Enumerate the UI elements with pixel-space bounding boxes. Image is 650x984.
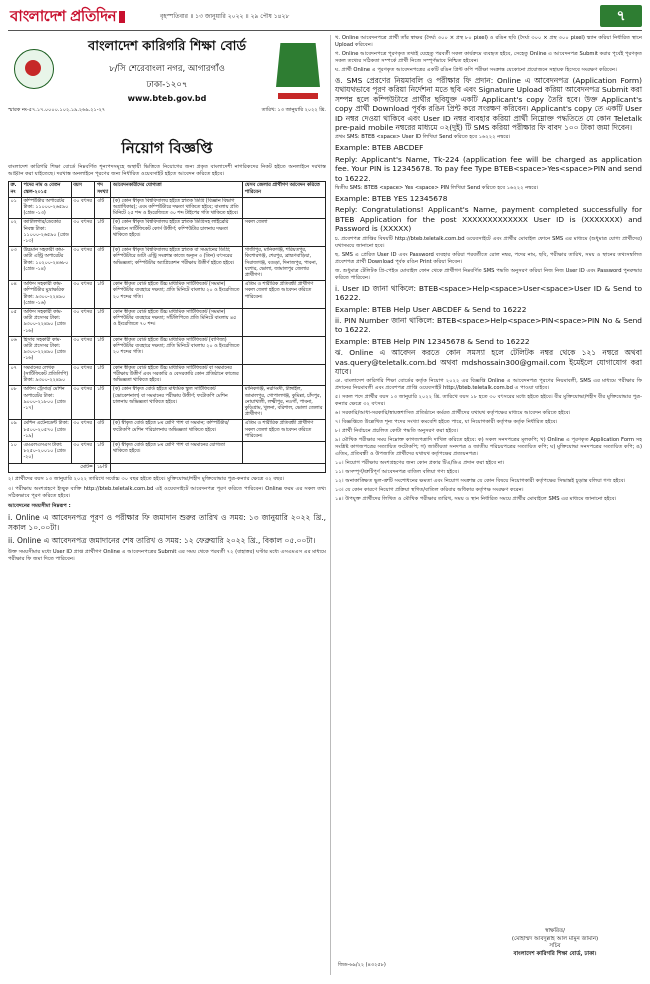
total-count: ১৮টি [95, 463, 111, 472]
notice-date: তারিখ: ১৩ জানুয়ারি ২০২২ খ্রি. [261, 107, 326, 113]
signature-label: স্বাক্ষরিত/ [545, 928, 565, 934]
condition-number: ৮। [335, 428, 341, 435]
condition-number: ১২। [335, 478, 344, 485]
condition-number: ১৩। [335, 487, 344, 494]
cell-age: ৩০ বৎসর [71, 281, 95, 309]
cell-count: ১টি [95, 336, 111, 364]
page-number: ৭ [600, 5, 642, 27]
mujib-100-logo-icon [276, 43, 320, 87]
cell-count: ৩টি [95, 247, 111, 281]
cell-qualification: (ক) স্বীকৃত বোর্ড হইতে ৮ম শ্রেণি পাশ বা সমমান; কম্পিউটার/ফটোকপি মেশিন পরিচালনায় অভিজ্ঞতা থাকিতে হইবে। [111, 420, 243, 442]
cell-age: ৩০ বৎসর [71, 247, 95, 281]
cell-districts: এতিম ও শারীরিক প্রতিবন্ধী প্রার্থীগণ সকল জেলা হইতে আবেদন করিতে পারিবেন। [243, 420, 326, 442]
cell-qualification: কোন স্বীকৃত বোর্ড হইতে উচ্চ মাধ্যমিক সার্টিফিকেট (সমমান) কম্পিউটার ব্যবহারে দক্ষতা; প্রতি মিনিটে বাংলায় ২০ ও ইংরেজিতে ২০ শব্দের গতি। [111, 281, 243, 309]
cell-serial: ০৯ [9, 420, 22, 442]
cell-districts [243, 441, 326, 463]
cell-post: ক্যাটালগার/ডেকোর নিবন্ধ টাকা: ১১০০০-২৬৫৯০ (গ্রেড -১৩) [21, 219, 71, 247]
brand-mark-icon [118, 10, 126, 24]
schedule-marker: i. [8, 512, 13, 522]
cell-post: অফিস সহকারী কাম-ডাটা প্রসেসর টাকা: ৯৩০০-২২৪৯০ (গ্রেড -১৬) [21, 309, 71, 337]
condition-item [335, 410, 642, 417]
cell-post: অফিস ট্রেসার/ মেশিন অপারেটর টাকা: ৯০০০-২১৮০০ (গ্রেড -১৭) [21, 386, 71, 420]
condition-number: ৫। [335, 394, 341, 401]
cell-age: ৩০ বৎসর [71, 309, 95, 337]
condition-text: উপযুক্ত প্রার্থীদের লিখিত ও মৌখিক পরীক্ষার তারিখ, সময় ও স্থান নির্ধারিত সময়ে প্রার্থীর মোবাইলে SMS এর মাধ্যমে জানানো হইবে। [345, 496, 617, 503]
signatory-org: বাংলাদেশ কারিগরি শিক্ষা বোর্ড, ঢাকা। [513, 950, 597, 957]
table-row [9, 364, 326, 386]
left-note-3: ৩। পরীক্ষায় অংশগ্রহণে ইচ্ছুক ব্যক্তি http://bteb.teletalk.com.bd এই ওয়েবসাইটে আবেদনপত্র পূরণ করিতে পারিবেন। Online ফরম এর সকল তথ্য সঠিকভাবে পূরণ করিতে হইবে। [8, 485, 326, 499]
col-header-serial: ক্র. নং [9, 182, 22, 197]
right-column [335, 35, 642, 505]
org-name: বাংলাদেশ কারিগরি শিক্ষা বোর্ড [87, 39, 247, 54]
cell-age: ৩০ বৎসর [71, 386, 95, 420]
cell-age: ৩০ বৎসর [71, 197, 95, 219]
condition-text: যে কোন কারণে নিয়োগ প্রক্রিয়া স্থগিত/বাতিল করিবার অধিকার কর্তৃপক্ষ সংরক্ষণ করেন। [345, 487, 524, 494]
condition-text: সকল পদে প্রার্থীর বয়স ১৩ জানুয়ারি ২০২২ খ্রি. তারিখে বয়স ১৮ হতে ৩০ বৎসরের মধ্যে হইতে হইবে। বীর মুক্তিযোদ্ধা/শহীদ বীর মুক্তিযোদ্ধার পুত্র-কন্যার ক্ষেত্রে ৩২ বৎসর। [335, 394, 642, 408]
reply-1: Reply: Applicant's Name, Tk-224 (application fee will be charged as application fee. Your PIN is 12345678. To pay fee Type BTEB<space>Yes<space>PIN and send to 16222. [335, 154, 642, 183]
table-row [9, 197, 326, 219]
condition-number: ১০। [335, 460, 344, 467]
second-sms: দ্বিতীয় SMS: BTEB <space> Yes <space> PIN লিখিয়া Send করিতে হবে ১৬২২২ নম্বরে। [335, 185, 539, 192]
newspaper-brand: বাংলাদেশ প্রতিদিন [10, 5, 126, 30]
cell-qualification: কোন স্বীকৃত বোর্ড হইতে উচ্চ মাধ্যমিক সার্টিফিকেট (সমমান) কম্পিউটার ব্যবহারে দক্ষতা; সাঁটলিপিতে প্রতি মিনিটে বাংলায় ৪৫ ও ইংরেজিতে ৭০ শব্দ। [111, 309, 243, 337]
condition-number: ১৪। [335, 496, 344, 503]
numbered-conditions [335, 394, 642, 503]
right-para-admit: চ. প্রবেশপত্র প্রাপ্তির বিষয়টি http://bteb.teletalk.com.bd ওয়েবসাইটে এবং প্রার্থীর মোবাইল ফোনে SMS এর মাধ্যমে (শুধুমাত্র যোগ্য প্রার্থীদের) যথাসময়ে জানানো হবে। [335, 235, 642, 249]
cell-post: হিসাব সহকারী কাম-ডাটা প্রসেসর টাকা: ৯৩০০-২২৪৯০ (গ্রেড -১৬) [21, 336, 71, 364]
total-label: মোট= [9, 463, 95, 472]
notice-header [8, 35, 326, 135]
cell-post: সমমানের লেখক (সার্টিফিকেট প্রতিলিপি) টাকা: ৯৩০০-২২৪৯০ [21, 364, 71, 386]
cell-count: ৩টি [95, 197, 111, 219]
org-city: ঢাকা-১২০৭ [146, 80, 188, 90]
cell-serial: ০৮ [9, 386, 22, 420]
cell-districts [243, 364, 326, 386]
right-para-ga: গ. Online আবেদনপত্রে পূরণকৃত তথ্যই যেহেতু পরবর্তী সকল কার্যক্রমে ব্যবহৃত হইবে, সেহেতু Online এ আবেদনপত্র Submit করার পূর্বেই পূরণকৃত সকল তথ্যের সঠিকতা সম্পর্কে প্রার্থী নিজে সম্পূর্ণভাবে নিশ্চিত হইবেন। [335, 51, 642, 64]
notice-intro: বাংলাদেশ কারিগরি শিক্ষা বোর্ডে নিম্নবর্ণিত শূন্যপদসমূহে অস্থায়ী ভিত্তিতে নিয়োগের জন্য প্রকৃত বাংলাদেশী নাগরিকদের নিকট হইতে অনলাইনে দরখাস্ত আহ্বান করা যাইতেছে। দরখাস্ত অনলাইনে পূরণের জন্য নির্ধারিত ওয়েবসাইট হইতে আবেদন করিতে হইবে। [8, 164, 326, 178]
org-website[interactable]: www.bteb.gov.bd [127, 94, 207, 103]
schedule-title: আবেদনের সময়সীমা নিম্নরূপ : [8, 502, 71, 509]
table-row [9, 219, 326, 247]
col-header-age: বয়স [71, 182, 95, 197]
col-header-qualification: আবেদনকারীদের যোগ্যতা [111, 182, 243, 197]
cell-count: ১টি [95, 441, 111, 463]
signature-block [470, 928, 640, 958]
example-4: Example: BTEB Help PIN 12345678 & Send to 16222 [335, 336, 530, 346]
table-row [9, 420, 326, 442]
masthead [0, 0, 650, 40]
column-divider [330, 35, 331, 975]
cell-qualification: (ক) কোন স্বীকৃত বিশ্ববিদ্যালয় হইতে স্নাতক ডিগ্রিসহ লাইব্রেরি বিজ্ঞানে সার্টিফিকেট কোর্স উত্তীর্ণ; কম্পিউটার চালনায় দক্ষতা থাকিতে হইবে। [111, 219, 243, 247]
cell-serial: ০৪ [9, 281, 22, 309]
lost-userid: i. User ID জানা থাকিলে: BTEB<space>Help<space>User<space>User ID & Send to 16222. [335, 283, 642, 303]
table-row [9, 247, 326, 281]
total-spacer [111, 463, 326, 472]
cell-districts: মানিকগঞ্জ, নরসিংদী, টাঙ্গাইল, জামালপুর, গোপালগঞ্জ, কুমিল্লা, চাঁদপুর, নোয়াখালী, লক্ষ্মীপুর, নওগাঁ, পাবনা, কুড়িগ্রাম, খুলনা, বরিশাল, ভোলা জেলার প্রার্থীগণ। [243, 386, 326, 420]
bteb-logo-icon [14, 49, 54, 89]
table-row [9, 281, 326, 309]
right-para-recovery: জ. শুধুমাত্র টেলিটক প্রি-পেইড মোবাইল ফোন থেকে প্রার্থীগণ নিম্নবর্ণিত SMS পদ্ধতি অনুসরণ করিয়া নিজ নিজ User ID এবং Password পুনরুদ্ধার করিতে পারিবেন। [335, 267, 642, 281]
cell-count: ১টি [95, 281, 111, 309]
condition-item [335, 394, 642, 408]
dateline: বৃহস্পতিবার ॥ ১৩ জানুয়ারি ২০২২ ॥ ২৯ পৌষ ১৪২৮ [160, 13, 290, 20]
schedule-item-1 [8, 513, 326, 533]
ref-row [8, 107, 326, 115]
cell-qualification: (ক) স্বীকৃত বোর্ড হইতে ৮ম শ্রেণি পাশ বা সমমানের যোগ্যতা থাকিতে হইবে। [111, 441, 243, 463]
right-para-kha: খ. Online আবেদনপত্রে প্রার্থী তাঁর স্বাক্ষর (দৈর্ঘ্য ৩০০ × প্রস্থ ৮০ pixel) ও রঙিন ছবি (দৈর্ঘ্য ৩০০ × প্রস্থ ৩০০ pixel) স্ক্যান করিয়া নির্ধারিত স্থানে Upload করিবেন। [335, 35, 642, 48]
signatory-name: (মোহাম্মদ আবদুল্লাহ আল মামুন জামান) [511, 935, 599, 942]
table-row [9, 309, 326, 337]
notice-title: নিয়োগ বিজ্ঞপ্তি [121, 139, 213, 157]
cell-post: মেশিন এটেনডেন্ট টাকা: ৮৫০০-২০৫৭০ (গ্রেড -১৯) [21, 420, 71, 442]
condition-text: বিজ্ঞপ্তিতে উল্লেখিত শূন্য পদের সংখ্যা কমবেশি হইতে পারে, যা নিয়োগকারী কর্তৃপক্ষ কর্তৃক নির্ধারিত হইবে। [341, 419, 558, 426]
example-3: Example: BTEB Help User ABCDEF & Send to 16222 [335, 304, 527, 314]
cell-serial: ০২ [9, 219, 22, 247]
cell-age: ৩০ বৎসর [71, 420, 95, 442]
right-para-website: ঞ. বাংলাদেশ কারিগরি শিক্ষা বোর্ডের কর্তৃক নিয়োগ ২০২২ এর বিজ্ঞপ্তি Online এ আবেদনপত্র পূরণের নিয়মাবলী, SMS এর মাধ্যমে পরীক্ষার ফি প্রদানের নিয়মাবলী এবং প্রবেশপত্র প্রাপ্তি ওয়েবসাইট http://bteb.teletalk.com.bd এ পাওয়া যাইবে। [335, 378, 642, 392]
cell-serial: ০৬ [9, 336, 22, 364]
condition-item [335, 469, 642, 476]
signatory-title: সচিব [549, 943, 561, 949]
cell-count: ১টি [95, 309, 111, 337]
condition-item [335, 460, 642, 467]
condition-text: প্রার্থী নির্বাচনে প্রচলিত কোটা পদ্ধতি অনুসরণ করা হইবে। [341, 428, 459, 435]
condition-text: অসম্পূর্ণ/ত্রুটিপূর্ণ আবেদনপত্র বাতিল বলিয়া গণ্য হইবে। [345, 469, 460, 476]
cell-post: এমএলএসএস টাকা: ৮২৫০-২০০১০ (গ্রেড -২০) [21, 441, 71, 463]
left-note-2: ২। প্রার্থীদের বয়স ১৩ জানুয়ারি ২০২২ তারিখে সর্বোচ্চ ৩০ বছর হইতে হইবে। মুক্তিযোদ্ধা/শহীদ মুক্তিযোদ্ধার পুত্র-কন্যার ক্ষেত্রে ৩২ বছর। [8, 475, 285, 482]
col-header-post: পদের নাম ও বেতন স্কেল-২০১৫ [21, 182, 71, 197]
condition-item [335, 487, 642, 494]
cell-post: উচ্চমান সহকারী কাম-ডাটা এন্ট্রি অপারেটর টাকা: ১০২০০-২৪৬৮০ (গ্রেড -১৪) [21, 247, 71, 281]
ref-number: স্মারক নং-৫৭.১৭.০০০০.১০২.১৯.২৬৯.২১-২৭ [8, 107, 106, 113]
cell-serial: ১০ [9, 441, 22, 463]
lost-pin: ii. PIN Number জানা থাকিলে: BTEB<space>Help<space>PIN<space>PIN No & Send to 16222. [335, 315, 642, 335]
left-footer-note: উক্ত সময়সীমার মধ্যে User ID প্রাপ্ত প্রার্থীগণ Online এ আবেদনপত্রের Submit এর সময় থেকে পরবর্তী ৭২ (বাহাত্তর) ঘণ্টার মধ্যে এসএমএস এর মাধ্যমে পরীক্ষার ফি জমা দিতে পারিবেন। [8, 548, 326, 562]
cell-districts [243, 336, 326, 364]
reply-2: Reply: Congratulations! Applicant's Name, payment completed successfully for BTEB Application for the post XXXXXXXXXXXXX User ID is (XXXXXXX) and Password is (XXXXX) [335, 205, 642, 234]
cell-post: অফিস সহকারী কাম-কম্পিউটার মুদ্রাক্ষরিক টাকা: ৯৩০০-২২৪৯০ (গ্রেড -১৬) [21, 281, 71, 309]
cell-count: ১টি [95, 364, 111, 386]
cell-districts [243, 309, 326, 337]
cell-count: ৩টি [95, 420, 111, 442]
condition-text: নিয়োগ পরীক্ষায় অংশগ্রহণের জন্য কোন প্রকার টিএ/ডিএ প্রদান করা হইবে না। [345, 460, 505, 467]
condition-item [335, 419, 642, 426]
cell-qualification: (ক) কোন স্বীকৃত বিশ্ববিদ্যালয় হইতে স্নাতক বা সমমানের ডিগ্রি; কম্পিউটারে ডাটা এন্ট্রি সংক্রান্ত কাজে অন্যূন ৩ (তিন) বৎসরের অভিজ্ঞতা; কম্পিউটার অ্যাপ্লিকেশন পরীক্ষায় উত্তীর্ণ হইতে হইবে। [111, 247, 243, 281]
table-header-row [9, 182, 326, 197]
condition-text: সরকারি/আধা-সরকারি/স্বায়ত্তশাসিত প্রতিষ্ঠানে কর্মরত প্রার্থীদের যথাযথ কর্তৃপক্ষের মাধ্যমে আবেদন করিতে হইবে। [341, 410, 571, 417]
condition-text: অনাকাঙ্ক্ষিত ভুল-ত্রুটি সংশোধনের ক্ষমতা এবং নিয়োগ সংক্রান্ত যে কোন বিষয়ে নিয়োগকারী কর্তৃপক্ষের সিদ্ধান্তই চূড়ান্ত বলিয়া গণ্য হইবে। [345, 478, 626, 485]
condition-item [335, 428, 642, 435]
example-2: Example: BTEB YES 12345678 [335, 194, 448, 204]
col-header-count: পদ সংখ্যা [95, 182, 111, 197]
table-body [9, 197, 326, 463]
right-para-sms-rules: ঙ. SMS প্রেরণের নিয়মাবলি ও পরীক্ষার ফি প্রদান: Online এ আবেদনপত্র (Application Form) যথাযথভাবে পূরণ করিয়া নির্দেশনা মতে ছবি এবং Signature Upload করিয়া আবেদনপত্র Submit করা সম্পন্ন হলে কম্পিউটারে প্রার্থীর ছবিযুক্ত একটি Applicant's copy তৈরি হবে। উক্ত Applicant's copy প্রার্থী Download পূর্বক রঙিন প্রিন্ট করে সংরক্ষণ করিবেন। Applicant's copy তে একটি User ID নম্বর দেওয়া থাকিবে এবং User ID নম্বর ব্যবহার করিয়া প্রার্থী নিম্নোক্ত পদ্ধতিতে যে কোন Teletalk pre-paid mobile নম্বরের মাধ্যমে ০২(দুই) টি SMS করিয়া পরীক্ষার ফি বাবদ ১০০ টাকা জমা দিবেন। [335, 76, 642, 133]
schedule-item-2 [8, 536, 326, 546]
cell-qualification: (ক) কোন স্বীকৃত বোর্ড হইতে মাধ্যমিক স্কুল সার্টিফিকেট (ভোকেশনাল) বা সমমানের পরীক্ষায় উত্তীর্ণ; ফটোকপি মেশিন চালনায় অভিজ্ঞতা থাকিতে হইবে। [111, 386, 243, 420]
cell-districts: গাজীপুর, মানিকগঞ্জ, শরিয়তপুর, কিশোরগঞ্জ, শেরপুর, ব্রাহ্মণবাড়িয়া, সিরাজগঞ্জ, বগুড়া, দিনাজপুর, পাবনা, যশোর, ভোলা, জামালপুর জেলার প্রার্থীগণ। [243, 247, 326, 281]
table-row [9, 386, 326, 420]
cell-qualification: কোন স্বীকৃত বোর্ড হইতে উচ্চ মাধ্যমিক সার্টিফিকেট বা সমমানের পরীক্ষায় উত্তীর্ণ এবং সরকারি ও বেসরকারি কোন প্রতিষ্ঠানে কাজের অভিজ্ঞতা থাকিতে হইবে। [111, 364, 243, 386]
cell-qualification: কোন স্বীকৃত বোর্ড হইতে উচ্চ মাধ্যমিক সার্টিফিকেট (বাণিজ্য) কম্পিউটার ব্যবহারে দক্ষতা; প্রতি মিনিটে বাংলায় ২০ ও ইংরেজিতে ২০ শব্দের গতি। [111, 336, 243, 364]
table-row [9, 336, 326, 364]
cell-age: ৩০ বৎসর [71, 336, 95, 364]
cell-count: ১টি [95, 386, 111, 420]
condition-item [335, 478, 642, 485]
right-para-download: ছ. SMS এ প্রেরিত User ID এবং Password ব্যবহার করিয়া পরবর্তীতে রোল নম্বর, পদের নাম, ছবি, পরীক্ষার তারিখ, সময় ও স্থানের তথ্যসম্বলিত প্রবেশপত্র প্রার্থী Download পূর্বক রঙিন Print করিয়া নিবেন। [335, 251, 642, 265]
cell-post: কম্পিউটার অপারেটর টাকা: ১১০০০-২৬৫৯০ (গ্রেড -১৩) [21, 197, 71, 219]
schedule-marker: ii. [8, 535, 15, 545]
cell-age: ৩০ বৎসর [71, 219, 95, 247]
cell-serial: ০৫ [9, 309, 22, 337]
cell-districts [243, 197, 326, 219]
condition-number: ১১। [335, 469, 344, 476]
condition-number: ৯। [335, 437, 341, 444]
org-address: ৮/সি শেরেবাংলা নগর, আগারগাঁও [109, 64, 225, 74]
posts-table [8, 181, 326, 472]
condition-number: ৭। [335, 419, 341, 426]
example-1: Example: BTEB ABCDEF [335, 143, 424, 153]
table-row [9, 441, 326, 463]
masthead-rule [8, 30, 642, 31]
col-header-districts: যেসব জেলার প্রার্থীগণ আবেদন করিতে পারিবেন [243, 182, 326, 197]
cell-districts: এতিম ও শারীরিক প্রতিবন্ধী প্রার্থীগণ সকল জেলা হইতে আবেদন করিতে পারিবেন। [243, 281, 326, 309]
cell-serial: ০৩ [9, 247, 22, 281]
left-column [8, 35, 326, 563]
cell-qualification: (ক) কোন স্বীকৃত বিশ্ববিদ্যালয় হইতে স্নাতক ডিগ্রি (বিজ্ঞান বিভাগ অগ্রাধিকার); এবং কম্পিউটারে দক্ষতা থাকিতে হইবে; বাংলায় প্রতি মিনিটে ২৫ শব্দ ও ইংরেজিতে ৩০ শব্দ টাইপের গতি থাকিতে হইবে। [111, 197, 243, 219]
cell-count: ১টি [95, 219, 111, 247]
cell-serial: ০৭ [9, 364, 22, 386]
condition-text: মৌখিক পরীক্ষার সময় নিম্নোক্ত কাগজপত্রাদি দাখিল করিতে হইবে: ক) সকল সনদপত্রের মূলকপি; খ) Online এ পূরণকৃত Application Form সহ সংশ্লিষ্ট কাগজপত্রের সত্যায়িত ফটোকপি; গ) জাতীয়তা সনদপত্র ও জাতীয় পরিচয়পত্রের সত্যায়িত কপি; ঘ) মুক্তিযোদ্ধা সনদপত্রের সত্যায়িত কপি; ঙ) এতিম, প্রতিবন্ধী ও উপজাতি প্রার্থীদের যথাযথ কর্তৃপক্ষের প্রত্যয়নপত্র। [335, 437, 643, 458]
schedule-text: Online এ আবেদনপত্র জমাদানের শেষ তারিখ ও সময়: ১২ ফেব্রুয়ারি ২০২২ খ্রি., বিকাল ০৫.০০টা। [16, 535, 316, 545]
right-para-contact: ঝ. Online এ আবেদন করতে কোন সমস্যা হলে টেলিটক নম্বর থেকে ১২১ নম্বরে অথবা vas.query@teletalk.com.bd অথবা mdshossain300@gmail.com ইমেইলে যোগাযোগ করা যাবে। [335, 348, 642, 376]
condition-item [335, 437, 642, 458]
schedule-text: Online এ আবেদনপত্র পূরণ ও পরীক্ষার ফি জমাদান শুরুর তারিখ ও সময়: ১৩ জানুয়ারি ২০২২ খ্রি., সকাল ১০.০০টা। [8, 512, 327, 532]
cell-age: ৩০ বৎসর [71, 441, 95, 463]
cell-districts: সকল জেলা [243, 219, 326, 247]
logo-ribbon-icon [278, 93, 318, 99]
condition-number: ৬। [335, 410, 341, 417]
gd-number: জিড-৬৯/২২ (৪৩২৫৮) [338, 962, 386, 968]
cell-serial: ০১ [9, 197, 22, 219]
condition-item [335, 496, 642, 503]
first-sms: প্রথম SMS: BTEB <space> User ID লিখিয়া Send করিতে হবে ১৬২২২ নম্বরে। [335, 134, 511, 141]
table-total-row [9, 463, 326, 472]
cell-age: ৩০ বৎসর [71, 364, 95, 386]
right-para-gha: ঘ. প্রার্থী Online এ পূরণকৃত আবেদনপত্রের একটি রঙিন প্রিন্ট কপি পরীক্ষা সংক্রান্ত যেকোনো প্রয়োজনে সহায়ক হিসেবে সংরক্ষণ করিবেন। [335, 67, 617, 73]
